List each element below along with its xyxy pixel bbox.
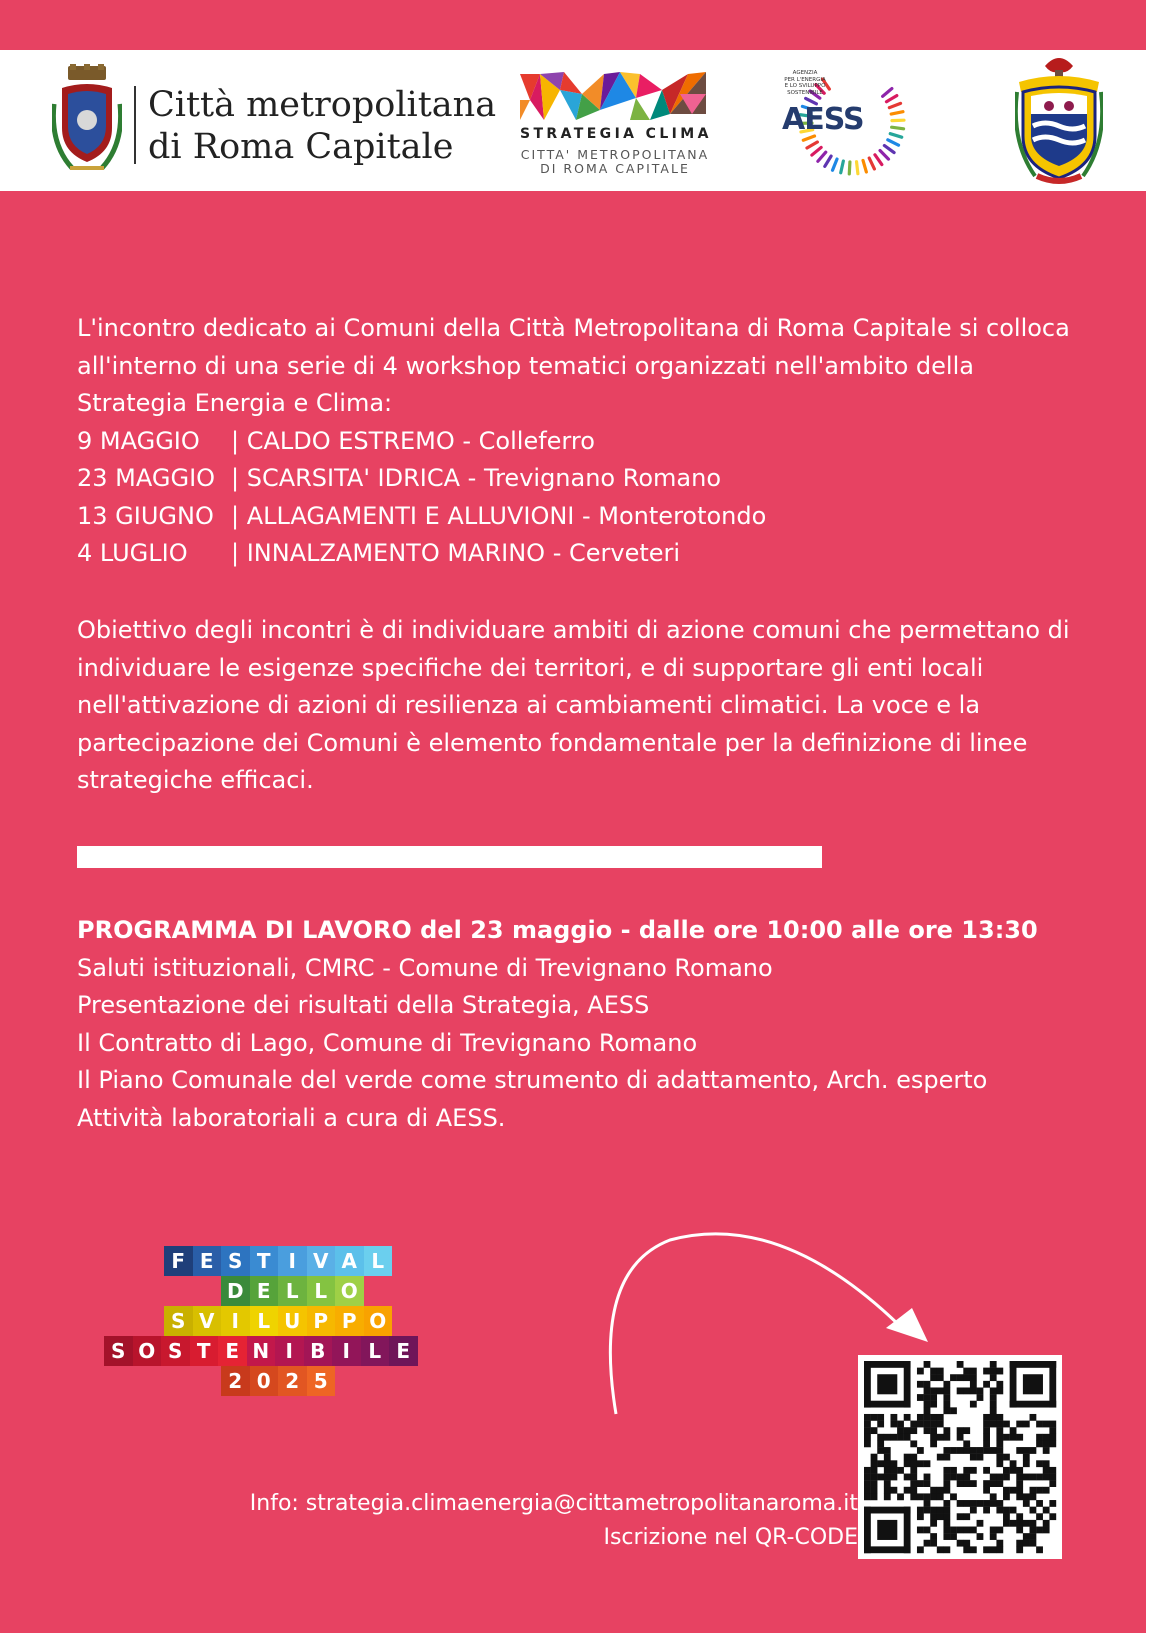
programme-item: Saluti istituzionali, CMRC - Comune di Trevignano Romano bbox=[77, 953, 773, 982]
cmrc-logo-divider bbox=[134, 86, 136, 164]
workshop-topic: | SCARSITA' IDRICA - Trevignano Romano bbox=[231, 464, 722, 492]
logo-header-band bbox=[0, 50, 1146, 191]
festival-row bbox=[221, 1366, 335, 1396]
aess-ring-segment bbox=[833, 159, 837, 170]
qr-code-icon[interactable] bbox=[858, 1355, 1062, 1559]
festival-letter: I bbox=[332, 1336, 361, 1366]
strategia-clima-sub1: CITTA' METROPOLITANA bbox=[520, 147, 710, 162]
festival-letter: E bbox=[389, 1336, 418, 1366]
programme-item: Attività laboratoriali a cura di AESS. bbox=[77, 1103, 506, 1132]
page-bottom-margin bbox=[0, 1633, 1154, 1637]
aess-small-text: AGENZIA PER L'ENERGIA E LO SVILUPPO SOSTENIBILE bbox=[784, 70, 826, 96]
programme-section bbox=[77, 912, 1038, 1137]
aess-ring-segment bbox=[869, 158, 874, 169]
festival-letter: U bbox=[278, 1306, 307, 1336]
workshop-topic: | ALLAGAMENTI E ALLUVIONI - Monterotondo bbox=[231, 501, 767, 530]
aess-ring-segment bbox=[886, 96, 896, 102]
festival-letter: 2 bbox=[221, 1366, 250, 1396]
workshop-item bbox=[77, 498, 1070, 536]
aess-ring-segment bbox=[890, 134, 901, 138]
workshop-item bbox=[77, 423, 1070, 461]
intro-paragraph bbox=[77, 310, 1070, 573]
aess-ring-segment bbox=[841, 161, 844, 173]
festival-letter: 5 bbox=[307, 1366, 336, 1396]
objective-line: individuare le esigenze specifiche dei territori, e di supportare gli enti locali bbox=[77, 653, 984, 682]
festival-row bbox=[221, 1276, 364, 1306]
cmrc-logo-line2: di Roma Capitale bbox=[148, 127, 454, 167]
programme-item: Presentazione dei risultati della Strategia, AESS bbox=[77, 991, 650, 1019]
festival-letter: E bbox=[193, 1246, 222, 1276]
festival-letter: D bbox=[221, 1276, 250, 1306]
festival-letter: L bbox=[361, 1336, 390, 1366]
intro-line: Strategia Energia e Clima: bbox=[77, 389, 393, 417]
festival-letter: L bbox=[250, 1306, 279, 1336]
festival-letter: I bbox=[221, 1306, 250, 1336]
festival-letter: N bbox=[247, 1336, 276, 1366]
festival-letter: S bbox=[104, 1336, 133, 1366]
festival-row bbox=[104, 1336, 418, 1366]
strategia-clima-triangles-icon bbox=[520, 70, 710, 122]
workshop-item bbox=[77, 460, 1070, 498]
festival-letter: 2 bbox=[278, 1366, 307, 1396]
festival-letter: P bbox=[307, 1306, 336, 1336]
cmrc-crest-icon bbox=[52, 64, 122, 176]
workshop-date: 9 MAGGIO bbox=[77, 426, 200, 455]
programme-title: PROGRAMMA DI LAVORO del 23 maggio - dalle ore 10:00 alle ore 13:30 bbox=[77, 916, 1038, 944]
qr-note: Iscrizione nel QR-CODE bbox=[603, 1525, 858, 1550]
aess-ring-segment bbox=[807, 142, 817, 148]
aess-ring-segment bbox=[849, 162, 850, 174]
festival-letter: E bbox=[250, 1276, 279, 1306]
info-email[interactable]: Info: strategia.climaenergia@cittametropolitanaroma.it bbox=[249, 1491, 858, 1516]
festival-letter: V bbox=[193, 1306, 222, 1336]
aess-ring-segment bbox=[888, 140, 899, 145]
festival-letter: I bbox=[278, 1246, 307, 1276]
aess-ring-segment bbox=[891, 112, 903, 114]
aess-ring-segment bbox=[812, 147, 821, 155]
strategia-clima-sub2: DI ROMA CAPITALE bbox=[540, 161, 690, 176]
festival-letter: P bbox=[335, 1306, 364, 1336]
workshop-topic: | INNALZAMENTO MARINO - Cerveteri bbox=[231, 539, 681, 567]
strategia-clima-title: STRATEGIA CLIMA bbox=[520, 126, 712, 142]
festival-letter: F bbox=[164, 1246, 193, 1276]
aess-ring-segment bbox=[857, 162, 858, 174]
festival-row bbox=[164, 1246, 392, 1276]
intro-line: L'incontro dedicato ai Comuni della Città Metropolitana di Roma Capitale si colloca bbox=[77, 314, 1070, 342]
festival-letter: S bbox=[164, 1306, 193, 1336]
trevignano-crest-icon bbox=[1015, 52, 1103, 186]
programme-item: Il Contratto di Lago, Comune di Trevignano Romano bbox=[77, 1028, 698, 1057]
festival-letter: I bbox=[275, 1336, 304, 1366]
festival-letter: L bbox=[278, 1276, 307, 1306]
festival-row bbox=[164, 1306, 392, 1336]
festival-letter: S bbox=[161, 1336, 190, 1366]
aess-ring-segment bbox=[883, 89, 892, 97]
strategia-clima-logo bbox=[520, 70, 710, 175]
programme-item: Il Piano Comunale del verde come strumento di adattamento, Arch. esperto bbox=[77, 1066, 988, 1094]
festival-letter: T bbox=[190, 1336, 219, 1366]
separator-bar bbox=[77, 846, 822, 868]
workshop-topic: | CALDO ESTREMO - Colleferro bbox=[231, 426, 595, 455]
aess-ring-segment bbox=[892, 127, 904, 129]
festival-letter: O bbox=[364, 1306, 393, 1336]
workshop-date: 4 LUGLIO bbox=[77, 539, 188, 567]
objective-line: partecipazione dei Comuni è elemento fondamentale per la definizione di linee bbox=[77, 728, 1028, 757]
workshop-item bbox=[77, 535, 1070, 573]
workshop-date: 23 MAGGIO bbox=[77, 464, 216, 492]
festival-letter: O bbox=[133, 1336, 162, 1366]
aess-logo bbox=[780, 66, 910, 178]
festival-letter: 0 bbox=[250, 1366, 279, 1396]
festival-letter: S bbox=[221, 1246, 250, 1276]
festival-letter: V bbox=[307, 1246, 336, 1276]
cmrc-logo bbox=[52, 64, 497, 176]
festival-letter: O bbox=[335, 1276, 364, 1306]
aess-ring-segment bbox=[818, 152, 826, 161]
objective-line: Obiettivo degli incontri è di individuare ambiti di azione comuni che permettano di bbox=[77, 616, 1070, 644]
intro-line: all'interno di una serie di 4 workshop tematici organizzati nell'ambito della bbox=[77, 351, 974, 380]
festival-letter: B bbox=[304, 1336, 333, 1366]
festival-letter: A bbox=[335, 1246, 364, 1276]
objective-line: nell'attivazione di azioni di resilienza ai cambiamenti climatici. La voce e la bbox=[77, 691, 981, 719]
festival-sviluppo-sostenibile-logo bbox=[104, 1246, 434, 1396]
festival-letter: E bbox=[218, 1336, 247, 1366]
page-right-margin bbox=[1146, 0, 1154, 1637]
aess-ring-segment bbox=[825, 156, 831, 166]
festival-letter: T bbox=[250, 1246, 279, 1276]
aess-ring-segment bbox=[884, 146, 894, 153]
aess-ring-segment bbox=[880, 151, 888, 160]
workshop-date: 13 GIUGNO bbox=[77, 501, 214, 530]
objective-paragraph bbox=[77, 612, 1070, 800]
festival-letter: L bbox=[364, 1246, 393, 1276]
festival-letter: L bbox=[307, 1276, 336, 1306]
objective-line: strategiche efficaci. bbox=[77, 766, 314, 794]
aess-label: AESS bbox=[782, 102, 864, 137]
aess-ring-segment bbox=[875, 155, 882, 165]
strategia-clima-subtitle bbox=[520, 148, 710, 176]
cmrc-logo-line1: Città metropolitana bbox=[148, 85, 497, 125]
aess-ring-segment bbox=[863, 160, 866, 172]
cmrc-logo-text bbox=[148, 84, 496, 168]
aess-ring-segment bbox=[889, 103, 900, 107]
